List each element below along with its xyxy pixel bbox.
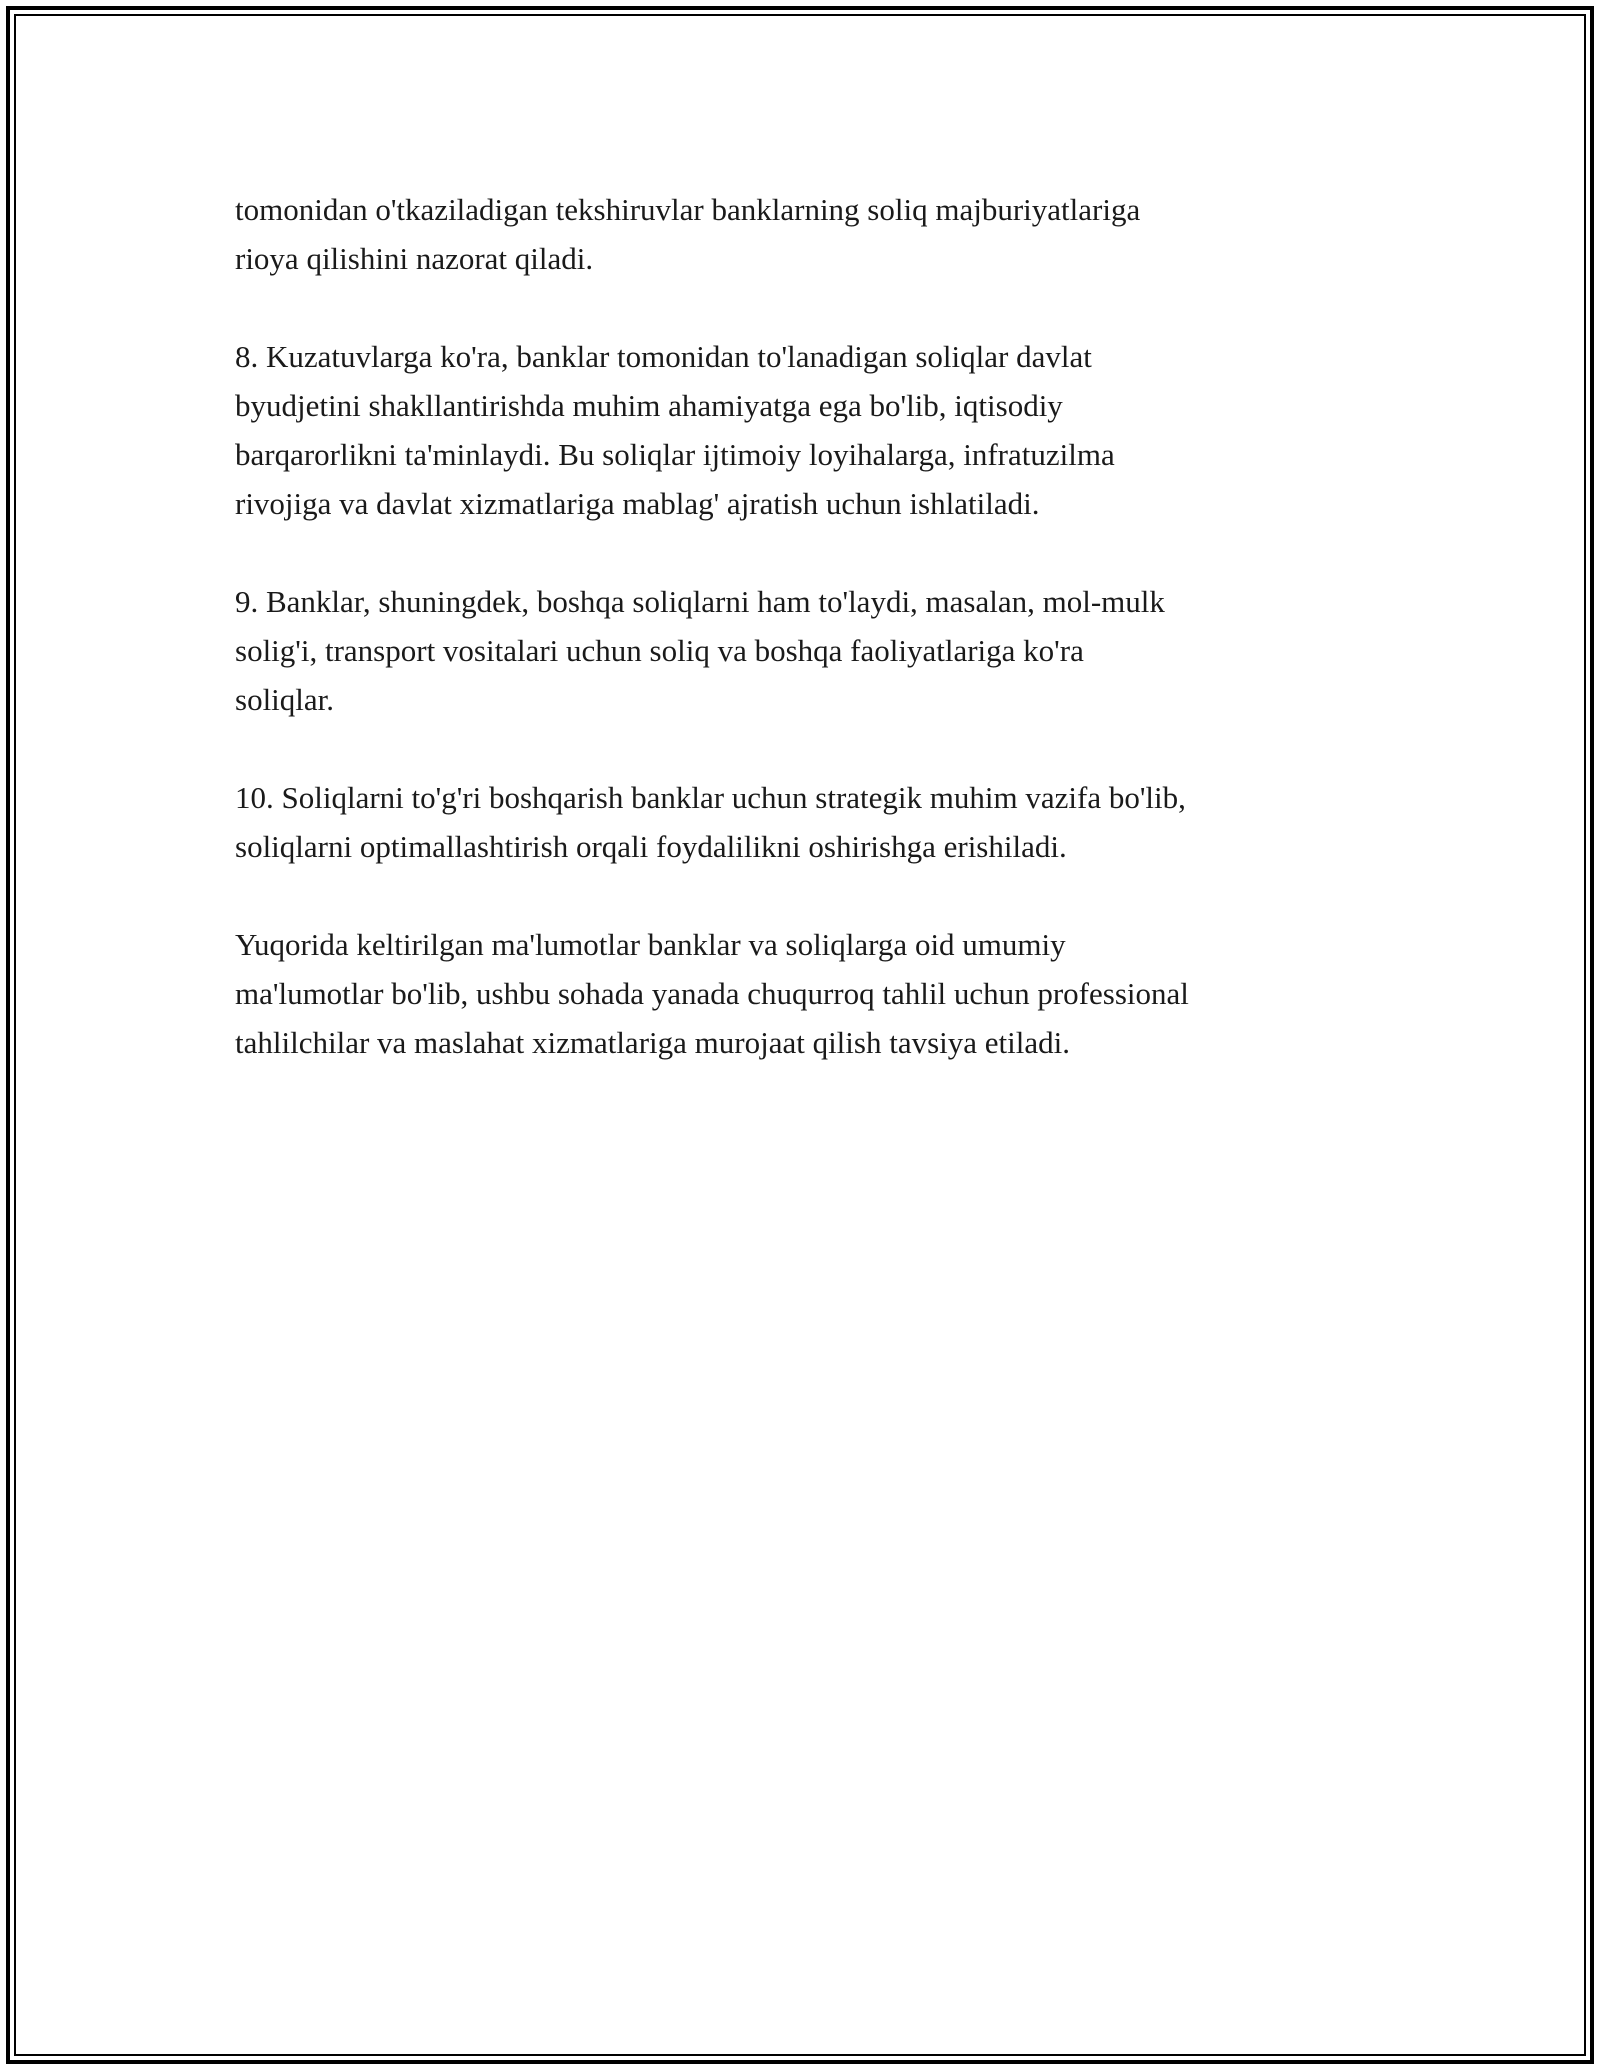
paragraph-item-9: 9. Banklar, shuningdek, boshqa soliqlarni ham to'laydi, masalan, mol-mulk solig'i, transport vositalari uchun soliq va boshqa faoliyatlariga ko'ra soliqlar. xyxy=(235,584,1165,717)
paragraph-item-10: 10. Soliqlarni to'g'ri boshqarish banklar uchun strategik muhim vazifa bo'lib, soliqlarni optimallashtirish orqali foydalilikni oshirishga erishiladi. xyxy=(235,780,1186,864)
paragraph-item-8: 8. Kuzatuvlarga ko'ra, banklar tomonidan to'lanadigan soliqlar davlat byudjetini shakllantirishda muhim ahamiyatga ega bo'lib, iqtisodiy barqarorlikni ta'minlaydi. Bu soliqlar ijtimoiy loyihalarga, infratuzilma rivojiga va davlat xizmatlariga mablag' ajratish uchun ishlatiladi. xyxy=(235,339,1115,521)
paragraph-continuation: tomonidan o'tkaziladigan tekshiruvlar banklarning soliq majburiyatlariga rioya qilishini nazorat qiladi. xyxy=(235,192,1141,276)
document-body xyxy=(235,185,1415,1116)
paragraph-conclusion: Yuqorida keltirilgan ma'lumotlar banklar va soliqlarga oid umumiy ma'lumotlar bo'lib, ushbu sohada yanada chuqurroq tahlil uchun professional tahlilchilar va maslahat xizmatlariga murojaat qilish tavsiya etiladi. xyxy=(235,927,1189,1060)
